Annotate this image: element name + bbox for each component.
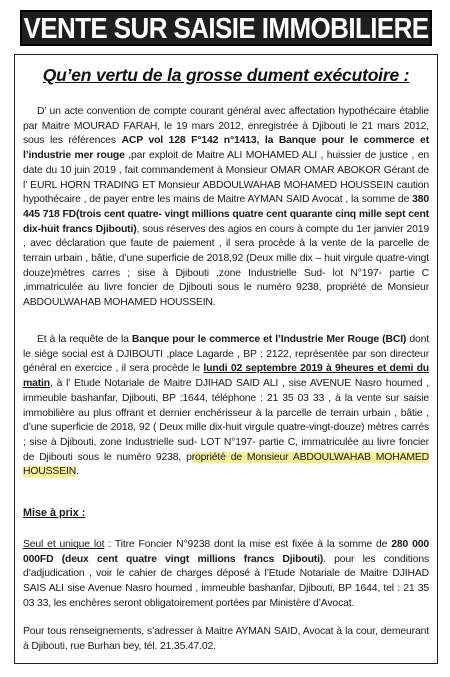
mise-a-prix-heading [23,507,85,519]
p3-underline-lot: Seul et unique lot [23,539,105,550]
p2-highlight-owner: ropriété de Monsieur ABDOULWAHAB MOHAMED HOUSSEIN [23,451,429,478]
page-title: VENTE SUR SAISIE IMMOBILIERE [23,10,429,45]
paragraph-lot [23,538,429,612]
title-banner [20,10,432,46]
paragraph-vente [23,333,429,480]
paragraph-contact [23,625,429,654]
p3-text-1: : Titre Foncier N°9238 dont la mise est fixée à la somme de [104,539,392,550]
p3-text-2: . pour les conditions d’adjudication , voir le cahier de charges déposé à l’Etude Notariale de Maitre DJIHAD SAIS ALI sise Avenue Nasro houmed , immeuble bashanfar, Djibouti, BP 1644, tel : 21 35 03 33, les enchères seront obligatoirement portées par Ministère d’Avocat. [23,553,429,609]
p2-bold-date: lundi 02 septembre 2019 à 9heures et demi du matin [23,363,429,390]
p1-text-3: , sous réserves des agios en cours à compte du 1er janvier 2019 , avec déclaration que faute de paiement , il sera procède à la vente de la parcelle de terrain urbain , bâtie, d’une superficie de 2018,92 (Deux mille dix – huit virgule quatre-vingt douze)mètres carres ; sise à Djibouti ,zone Industrielle Sud- lot N°197- partie C ,immatriculée au livre foncier de Djibouti sous le numéro 9238, propriété de Monsieur ABDOULWAHAB MOHAMED HOUSSEIN. [23,223,429,309]
p1-bold-reference: ACP vol 128 F°142 n°1413, la Banque pour le commerce et l’industrie mer rouge [23,135,429,162]
subtitle: Qu’en vertu de la grosse dument exécutoire : [42,65,410,85]
notice-frame [14,54,438,664]
mise-label: Mise à prix [23,507,79,519]
p1-text-1: D’ un acte convention de compte courant général avec affectation hypothécaire établie par Maitre MOURAD FARAH, le 19 mars 2012, enregistrée à Djibouti le 21 mars 2012, sous les références [23,106,429,147]
p4-text: Pour tous renseignements, s’adresser à Maitre AYMAN SAID, Avocat à la cour, demeurant à Djibouti, rue Burhan bey, tél. 21.35.47.02. [23,626,429,652]
p1-text-2: ,par exploit de Maitre ALI MOHAMED ALI , huissier de justice , en date du 10 juin 2019 , fait commandement à Monsieur OMAR OMAR ABOKOR Gérant de l’ EURL HORN TRADING ET Monsieur ABDOULWAHAB MOHAMED HOUSSEIN caution hypothécaire , de payer entre les mains de Maitre AYMAN SAID Avocat , la somme de [23,150,429,206]
p2-text-1: Et à la requête de la [37,334,132,345]
p2-text-3: , à l’ Etude Notariale de Maitre DJIHAD SAID ALI , sise AVENUE Nasro houmed , immeuble bashanfar, Djibouti, BP :1644, téléphone : 21 35 03 33 , à la vente sur saisie immobilière au plus offrant et dernier enchérisseur à la parcelle de terrain urbain , bâtie , d’une superficie de 2018, 92 ( Deux mille dix-huit virgule quatre-vingt-douze) mètres carrés ; sise à Djibouti, zone Industrielle sud- LOT N°197- partie C, immatriculée au livre foncier de Djibouti sous le numéro 9238, p [23,378,429,463]
p2-bold-bank: Banque pour le commerce et l’Industrie Mer Rouge (BCI) [131,334,407,345]
p2-text-2: dont le siège social est à DJIBOUTI ,place Lagarde , BP : 2122, représentée par son directeur général en exercice , il sera procède le [23,334,429,375]
p3-bold-price: 280 000 000FD (deux cent quatre vingt millions francs Djibouti) [23,539,429,565]
paragraph-commandement [23,105,429,311]
p1-bold-amount: 380 445 718 FD(trois cent quatre- vingt millions quatre cent quarante cinq mille sept cent dix-huit francs Djibouti) [23,194,429,235]
notice-page [6,6,442,668]
p2-text-4: . [76,466,79,478]
mise-colon: : [78,507,86,519]
